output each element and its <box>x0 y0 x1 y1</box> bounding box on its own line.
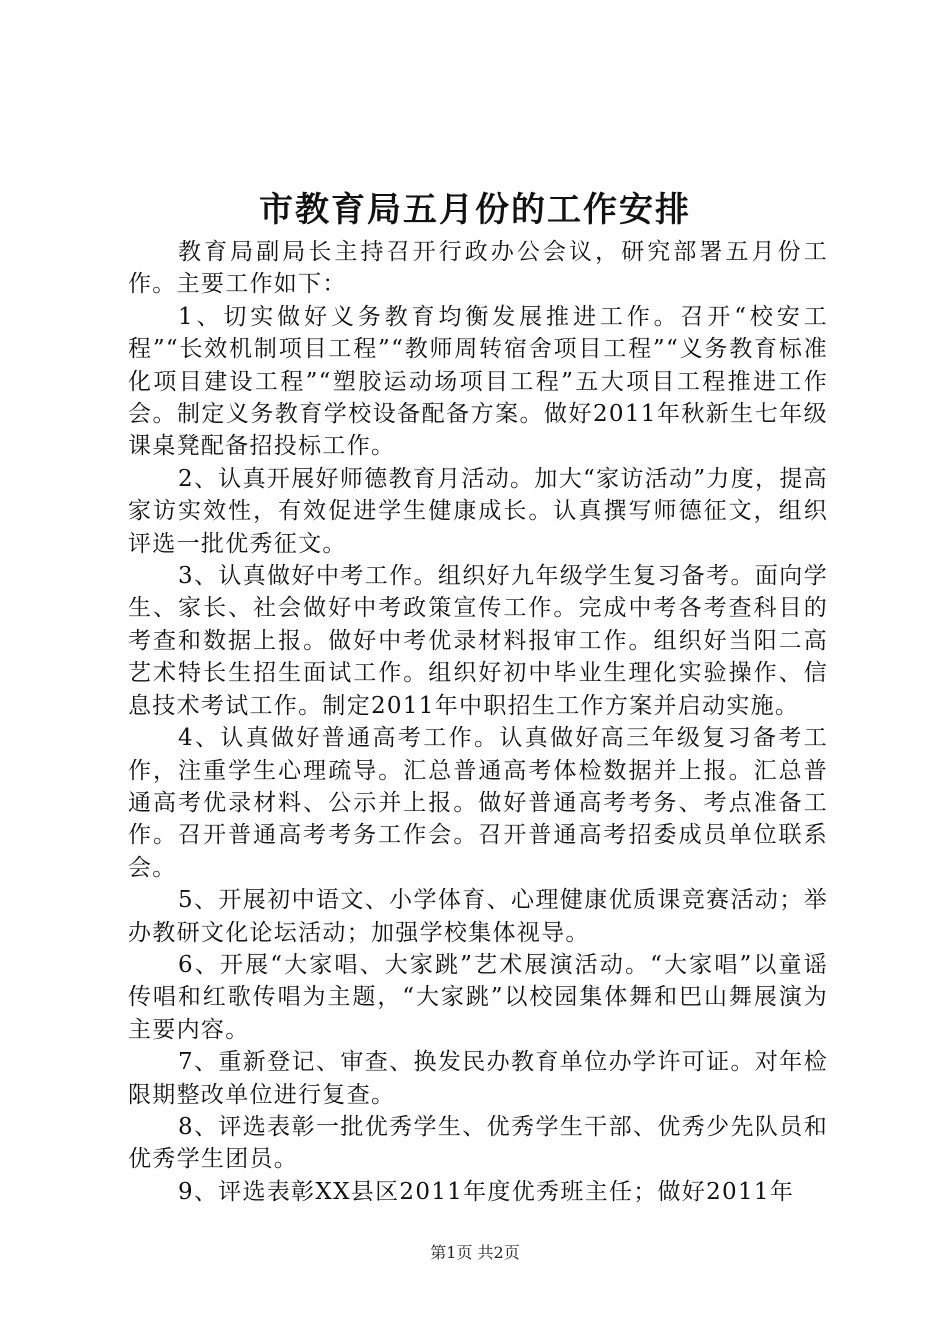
paragraph-item-1: 1、切实做好义务教育均衡发展推进工作。召开“校安工程”“长效机制项目工程”“教师周转宿舍项目工程”“义务教育标准化项目建设工程”“塑胶运动场项目工程”五大项目工程推进工作会。制定义务教育学校设备配备方案。做好2011年秋新生七年级课桌凳配备招投标工作。 <box>128 303 828 460</box>
document-title: 市教育局五月份的工作安排 <box>259 190 691 230</box>
paragraph-intro: 教育局副局长主持召开行政办公会议，研究部署五月份工作。主要工作如下： <box>128 239 828 298</box>
paragraph-item-8: 8、评选表彰一批优秀学生、优秀学生干部、优秀少先队员和优秀学生团员。 <box>128 1113 828 1173</box>
paragraph-item-7: 7、重新登记、审查、换发民办教育单位办学许可证。对年检限期整改单位进行复查。 <box>128 1049 828 1108</box>
page-number-footer: 第1页 共2页 <box>430 1243 520 1262</box>
paragraph-item-9: 9、评选表彰XX县区2011年度优秀班主任；做好2011年 <box>178 1178 795 1205</box>
paragraph-item-4: 4、认真做好普通高考工作。认真做好高三年级复习备考工作，注重学生心理疏导。汇总普通高考体检数据并上报。汇总普通高考优录材料、公示并上报。做好普通高考考务、考点准备工作。召开普通高考考务工作会。召开普通高考招委成员单位联系会。 <box>128 725 828 881</box>
paragraph-item-3: 3、认真做好中考工作。组织好九年级学生复习备考。面向学生、家长、社会做好中考政策宣传工作。完成中考各考查科目的考查和数据上报。做好中考优录材料报审工作。组织好当阳二高艺术特长生招生面试工作。组织好初中毕业生理化实验操作、信息技术考试工作。制定2011年中职招生工作方案并启动实施。 <box>128 563 828 719</box>
paragraph-item-2: 2、认真开展好师德教育月活动。加大“家访活动”力度，提高家访实效性，有效促进学生健康成长。认真撰写师德征文，组织评选一批优秀征文。 <box>128 465 828 557</box>
paragraph-item-6: 6、开展“大家唱、大家跳”艺术展演活动。“大家唱”以童谣传唱和红歌传唱为主题，“大家跳”以校园集体舞和巴山舞展演为主要内容。 <box>128 951 828 1043</box>
document-body <box>128 236 828 1208</box>
paragraph-item-5: 5、开展初中语文、小学体育、心理健康优质课竞赛活动；举办教研文化论坛活动；加强学校集体视导。 <box>128 887 828 946</box>
